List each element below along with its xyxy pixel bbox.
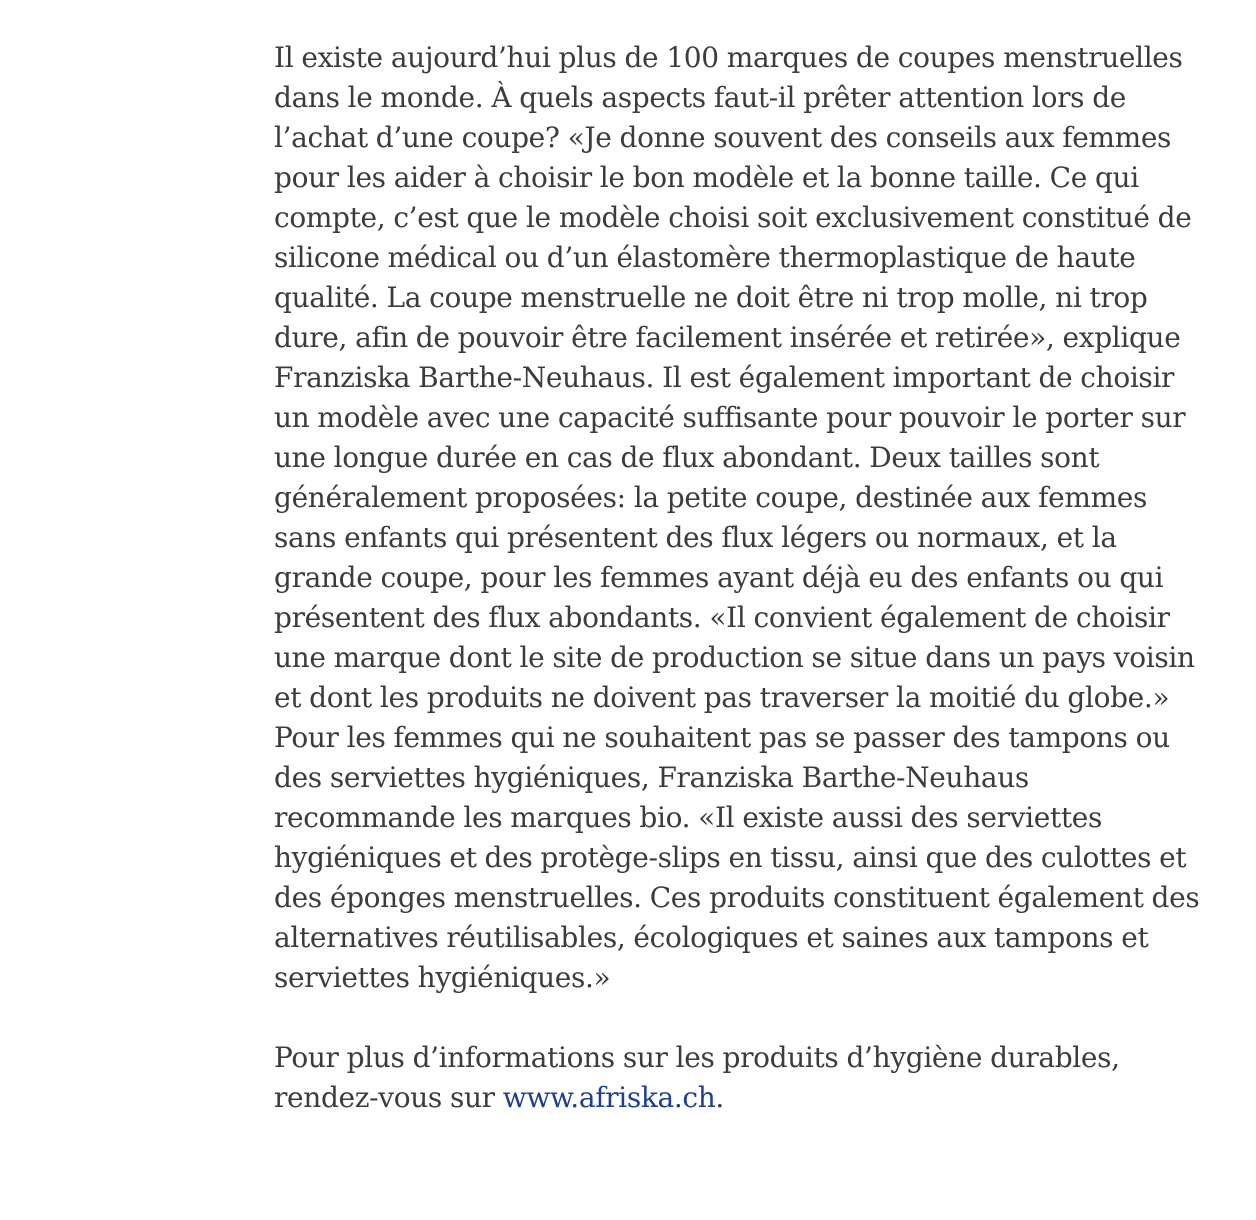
info-text-end: .: [715, 1081, 724, 1114]
info-text: Pour plus d’informations sur les produits d’hygiène durables, rendez-vous sur: [274, 1041, 1120, 1114]
info-paragraph: [274, 1038, 1214, 1118]
article-body: [274, 38, 1214, 1118]
article-paragraph-alternatives: Pour les femmes qui ne souhaitent pas se passer des tampons ou des serviettes hygiéniques, Franziska Barthe-Neuhaus recommande les marques bio. «Il existe aussi des serviettes hygiéniques et des protège-slips en tissu, ainsi que des culottes et des éponges menstruelles. Ces produits constituent également des alternatives réutilisables, écologiques et saines aux tampons et serviettes hygiéniques.»: [274, 721, 1200, 994]
article-paragraph-menstrual-cups: Il existe aujourd’hui plus de 100 marques de coupes menstruelles dans le monde. À quels aspects faut-il prêter attention lors de l’achat d’une coupe? «Je donne souvent des conseils aux femmes pour les aider à choisir le bon modèle et la bonne taille. Ce qui compte, c’est que le modèle choisi soit exclusivement constitué de silicone médical ou d’un élastomère thermoplastique de haute qualité. La coupe menstruelle ne doit être ni trop molle, ni trop dure, afin de pouvoir être facilement insérée et retirée», explique Franziska Barthe-Neuhaus. Il est également important de choisir un modèle avec une capacité suffisante pour pouvoir le porter sur une longue durée en cas de flux abondant. Deux tailles sont généralement proposées: la petite coupe, destinée aux femmes sans enfants qui présentent des flux légers ou normaux, et la grande coupe, pour les femmes ayant déjà eu des enfants ou qui présentent des flux abondants. «Il convient également de choisir une marque dont le site de production se situe dans un pays voisin et dont les produits ne doivent pas traverser la moitié du globe.»: [274, 41, 1195, 714]
afriska-link[interactable]: www.afriska.ch: [502, 1081, 716, 1114]
